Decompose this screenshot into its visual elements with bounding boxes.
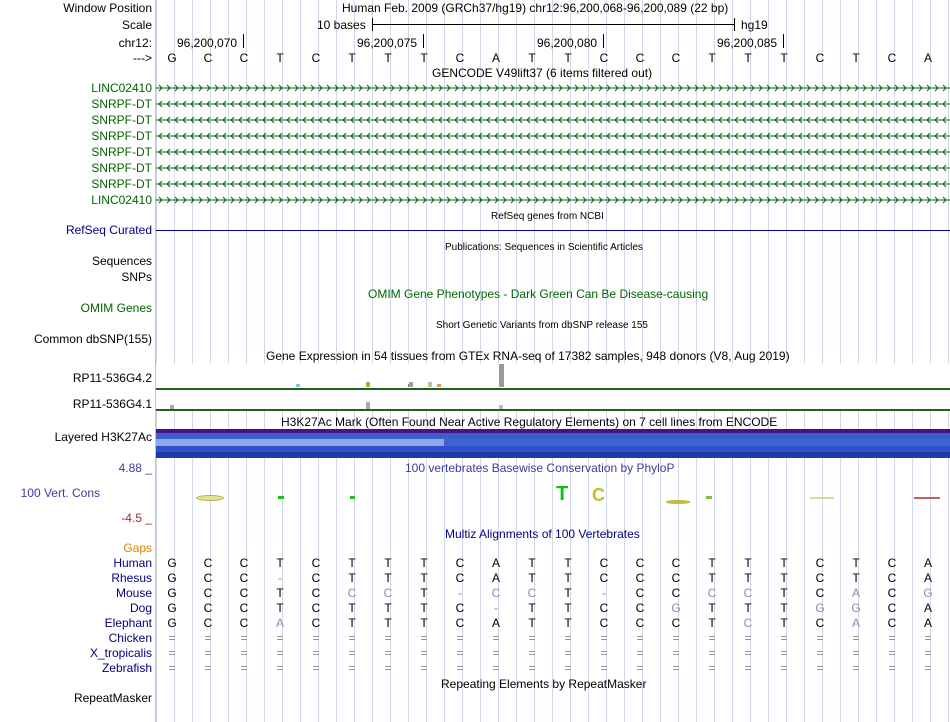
alignment-base: = <box>456 661 464 675</box>
alignment-base: = <box>312 631 320 645</box>
alignment-base: = <box>240 631 248 645</box>
reference-base: G <box>167 51 177 65</box>
publications-snps-label[interactable]: SNPs <box>121 270 152 284</box>
alignment-base: C <box>347 586 357 600</box>
alignment-base: C <box>491 586 501 600</box>
omim-track-title: OMIM Gene Phenotypes - Dark Green Can Be Disease-causing <box>368 287 709 301</box>
reference-base: T <box>528 51 536 65</box>
scale-bar-left-tick <box>372 18 373 31</box>
alignment-base: = <box>888 646 896 660</box>
alignment-base: = <box>744 646 752 660</box>
alignment-base: C <box>887 556 897 570</box>
alignment-base: = <box>672 646 680 660</box>
alignment-base: = <box>456 646 464 660</box>
alignment-base: = <box>348 661 356 675</box>
alignment-base: C <box>527 586 537 600</box>
alignment-base: = <box>204 646 212 660</box>
alignment-base: A <box>923 571 932 585</box>
alignment-base: = <box>852 631 860 645</box>
gtex-bar <box>366 402 370 409</box>
alignment-base: T <box>780 571 788 585</box>
alignment-base: C <box>887 601 897 615</box>
alignment-base: = <box>708 661 716 675</box>
gencode-gene-feature[interactable] <box>156 99 950 109</box>
alignment-base: C <box>239 601 249 615</box>
assembly-position-text: Human Feb. 2009 (GRCh37/hg19) chr12:96,200,068-96,200,089 (22 bp) <box>342 1 729 15</box>
gencode-gene-label[interactable]: SNRPF-DT <box>91 177 152 191</box>
reference-base: C <box>311 51 321 65</box>
alignment-base: = <box>852 661 860 675</box>
alignment-base: = <box>636 661 644 675</box>
scale-bar <box>372 24 734 25</box>
repeatmasker-track-label[interactable]: RepeatMasker <box>73 691 152 705</box>
phylop-signal[interactable]: T C <box>156 482 950 512</box>
alignment-base: = <box>636 631 644 645</box>
alignment-base: = <box>420 646 428 660</box>
alignment-base: A <box>923 556 932 570</box>
alignment-base: T <box>708 601 716 615</box>
alignment-base: = <box>168 646 176 660</box>
alignment-base: = <box>780 661 788 675</box>
alignment-base: = <box>348 631 356 645</box>
alignment-base: T <box>708 616 716 630</box>
alignment-base: C <box>635 586 645 600</box>
gencode-gene-label[interactable]: SNRPF-DT <box>91 145 152 159</box>
gencode-gene-feature[interactable] <box>156 131 950 141</box>
dbsnp-track-label[interactable]: Common dbSNP(155) <box>33 332 152 346</box>
alignment-base: G <box>167 616 177 630</box>
gtex-bar <box>409 382 413 387</box>
alignment-base: C <box>635 616 645 630</box>
alignment-base: = <box>348 646 356 660</box>
reference-base: T <box>708 51 716 65</box>
alignment-base: T <box>528 601 536 615</box>
alignment-base: = <box>600 661 608 675</box>
gtex-bar <box>428 382 432 387</box>
dbsnp-track-title: Short Genetic Variants from dbSNP release 155 <box>436 320 648 331</box>
alignment-base: T <box>384 556 392 570</box>
alignment-base: = <box>816 631 824 645</box>
alignment-base: = <box>636 646 644 660</box>
alignment-base: C <box>635 556 645 570</box>
reference-base: C <box>887 51 897 65</box>
alignment-base: T <box>708 571 716 585</box>
alignment-base: T <box>384 616 392 630</box>
alignment-base: = <box>528 631 536 645</box>
alignment-base: T <box>528 556 536 570</box>
alignment-base: = <box>492 661 500 675</box>
ruler-position-label: 96,200,070 <box>177 36 238 50</box>
omim-track-label[interactable]: OMIM Genes <box>80 301 152 315</box>
alignment-base: A <box>923 601 932 615</box>
ruler-tick <box>423 34 424 48</box>
alignment-base: - <box>278 571 282 585</box>
phylop-max-label: 4.88 _ <box>118 461 152 475</box>
alignment-base: = <box>888 631 896 645</box>
alignment-base: C <box>455 571 465 585</box>
alignment-base: G <box>671 601 681 615</box>
gtex-row-2[interactable] <box>156 390 950 410</box>
alignment-base: T <box>780 556 788 570</box>
alignment-base: C <box>239 571 249 585</box>
alignment-base: C <box>743 616 753 630</box>
alignment-base: C <box>311 616 321 630</box>
alignment-base: C <box>311 586 321 600</box>
gencode-gene-feature[interactable] <box>156 195 950 205</box>
reference-base: A <box>491 51 500 65</box>
alignment-base: A <box>491 616 500 630</box>
alignment-base: = <box>852 646 860 660</box>
multiz-species-label[interactable]: Mouse <box>115 586 152 600</box>
ruler-tick <box>243 34 244 48</box>
alignment-base: = <box>888 661 896 675</box>
phylop-track-title: 100 vertebrates Basewise Conservation by PhyloP <box>405 461 675 475</box>
reference-base: T <box>780 51 788 65</box>
alignment-base: - <box>602 586 606 600</box>
alignment-base: = <box>780 631 788 645</box>
refseq-track-title: RefSeq genes from NCBI <box>491 211 604 222</box>
alignment-base: C <box>311 601 321 615</box>
alignment-base: C <box>455 556 465 570</box>
alignment-base: C <box>203 571 213 585</box>
multiz-species-label[interactable]: Human <box>113 556 152 570</box>
alignment-base: = <box>204 631 212 645</box>
alignment-base: G <box>923 586 933 600</box>
alignment-base: C <box>671 616 681 630</box>
alignment-base: T <box>528 616 536 630</box>
alignment-base: C <box>599 556 609 570</box>
ruler-tick <box>603 34 604 48</box>
alignment-base: T <box>744 601 752 615</box>
gencode-gene-label[interactable]: SNRPF-DT <box>91 129 152 143</box>
publications-sequences-label[interactable]: Sequences <box>91 254 152 268</box>
alignment-base: C <box>599 601 609 615</box>
ruler-position-label: 96,200,080 <box>537 36 598 50</box>
alignment-base: = <box>744 631 752 645</box>
h3k27ac-signal[interactable] <box>156 429 950 458</box>
alignment-base: = <box>168 661 176 675</box>
scale-bar-right-tick <box>734 18 735 31</box>
alignment-base: T <box>564 556 572 570</box>
alignment-base: C <box>671 571 681 585</box>
gencode-gene-feature[interactable] <box>156 83 950 93</box>
multiz-species-label[interactable]: Elephant <box>104 616 152 630</box>
alignment-base: C <box>887 586 897 600</box>
scale-bases-text: 10 bases <box>317 18 366 32</box>
alignment-base: C <box>239 616 249 630</box>
gtex-baseline-2 <box>156 409 950 411</box>
alignment-base: = <box>780 646 788 660</box>
h3k27ac-track-label[interactable]: Layered H3K27Ac <box>54 430 152 444</box>
alignment-base: C <box>599 616 609 630</box>
alignment-base: = <box>492 646 500 660</box>
alignment-base: T <box>420 601 428 615</box>
alignment-base: C <box>743 586 753 600</box>
alignment-base: C <box>239 556 249 570</box>
alignment-base: C <box>383 586 393 600</box>
alignment-base: T <box>744 571 752 585</box>
alignment-base: - <box>494 601 498 615</box>
alignment-base: G <box>167 586 177 600</box>
alignment-base: G <box>167 601 177 615</box>
alignment-base: = <box>816 646 824 660</box>
gencode-gene-label[interactable]: LINC02410 <box>91 81 152 95</box>
alignment-base: T <box>348 556 356 570</box>
alignment-base: = <box>312 646 320 660</box>
alignment-base: T <box>420 616 428 630</box>
alignment-base: T <box>348 571 356 585</box>
reference-base: T <box>564 51 572 65</box>
alignment-base: T <box>276 556 284 570</box>
alignment-base: T <box>780 601 788 615</box>
alignment-base: T <box>852 556 860 570</box>
ruler-position-label: 96,200,085 <box>717 36 778 50</box>
refseq-track-label[interactable]: RefSeq Curated <box>65 223 152 237</box>
alignment-base: = <box>420 661 428 675</box>
alignment-base: = <box>240 646 248 660</box>
repeatmasker-track-title: Repeating Elements by RepeatMasker <box>441 677 647 691</box>
alignment-base: C <box>203 601 213 615</box>
reference-base: A <box>923 51 932 65</box>
alignment-base: C <box>239 586 249 600</box>
alignment-base: = <box>276 631 284 645</box>
alignment-base: C <box>203 586 213 600</box>
alignment-base: = <box>924 631 932 645</box>
alignment-base: T <box>384 601 392 615</box>
gencode-gene-label[interactable]: LINC02410 <box>91 193 152 207</box>
alignment-base: T <box>564 601 572 615</box>
alignment-base: = <box>564 646 572 660</box>
reference-base: T <box>852 51 860 65</box>
alignment-base: T <box>348 601 356 615</box>
alignment-base: C <box>815 586 825 600</box>
window-position-label: Window Position <box>63 1 152 15</box>
alignment-base: C <box>887 571 897 585</box>
alignment-base: = <box>384 661 392 675</box>
multiz-species-label[interactable]: Chicken <box>108 631 152 645</box>
alignment-base: = <box>744 661 752 675</box>
reference-base: C <box>203 51 213 65</box>
alignment-base: C <box>887 616 897 630</box>
publications-track-title: Publications: Sequences in Scientific Articles <box>445 242 643 253</box>
multiz-species-label[interactable]: Dog <box>129 601 152 615</box>
alignment-base: A <box>851 586 860 600</box>
alignment-base: A <box>491 556 500 570</box>
alignment-base: T <box>276 601 284 615</box>
alignment-base: T <box>384 571 392 585</box>
alignment-base: G <box>167 556 177 570</box>
gencode-gene-label[interactable]: SNRPF-DT <box>91 113 152 127</box>
alignment-base: = <box>816 661 824 675</box>
alignment-base: C <box>671 556 681 570</box>
alignment-base: = <box>924 661 932 675</box>
reference-base: C <box>455 51 465 65</box>
alignment-base: T <box>348 616 356 630</box>
alignment-base: C <box>707 586 717 600</box>
gtex-gene-label-1[interactable]: RP11-536G4.2 <box>72 371 152 385</box>
alignment-base: T <box>420 556 428 570</box>
multiz-species-label[interactable]: X_tropicalis <box>89 646 152 660</box>
alignment-base: = <box>528 646 536 660</box>
reference-base: T <box>420 51 428 65</box>
h3k27ac-track-title: H3K27Ac Mark (Often Found Near Active Regulatory Elements) on 7 cell lines from ENCODE <box>281 415 778 429</box>
alignment-base: T <box>780 616 788 630</box>
alignment-base: = <box>384 646 392 660</box>
reference-base: C <box>635 51 645 65</box>
alignment-base: = <box>384 631 392 645</box>
gencode-gene-feature[interactable] <box>156 115 950 125</box>
alignment-base: = <box>456 631 464 645</box>
alignment-base: C <box>815 571 825 585</box>
reference-base: C <box>239 51 249 65</box>
reference-base: T <box>276 51 284 65</box>
gencode-gene-feature[interactable] <box>156 147 950 157</box>
gtex-row-1[interactable] <box>156 364 950 388</box>
alignment-base: T <box>744 556 752 570</box>
alignment-base: = <box>312 661 320 675</box>
reference-base: T <box>744 51 752 65</box>
alignment-base: = <box>528 661 536 675</box>
alignment-base: = <box>672 661 680 675</box>
alignment-base: T <box>780 586 788 600</box>
alignment-base: = <box>564 631 572 645</box>
alignment-base: C <box>815 556 825 570</box>
alignment-base: = <box>240 661 248 675</box>
alignment-base: C <box>203 556 213 570</box>
alignment-base: = <box>420 631 428 645</box>
multiz-species-label[interactable]: Zebrafish <box>101 661 152 675</box>
reference-base: C <box>815 51 825 65</box>
alignment-base: T <box>564 571 572 585</box>
reference-base: C <box>671 51 681 65</box>
alignment-base: A <box>851 616 860 630</box>
alignment-base: T <box>564 586 572 600</box>
multiz-track-title: Multiz Alignments of 100 Vertebrates <box>445 527 640 541</box>
scale-db-text: hg19 <box>741 18 768 32</box>
alignment-base: C <box>455 616 465 630</box>
gencode-gene-label[interactable]: SNRPF-DT <box>91 97 152 111</box>
ruler-position-label: 96,200,075 <box>357 36 418 50</box>
alignment-base: = <box>492 631 500 645</box>
alignment-base: T <box>420 586 428 600</box>
alignment-base: C <box>203 616 213 630</box>
alignment-base: = <box>276 646 284 660</box>
alignment-base: C <box>635 571 645 585</box>
alignment-base: G <box>815 601 825 615</box>
alignment-base: = <box>600 646 608 660</box>
alignment-base: A <box>275 616 284 630</box>
alignment-base: G <box>167 571 177 585</box>
alignment-base: T <box>852 571 860 585</box>
alignment-base: A <box>923 616 932 630</box>
alignment-base: C <box>635 601 645 615</box>
alignment-base: = <box>204 661 212 675</box>
alignment-base: = <box>924 646 932 660</box>
alignment-base: - <box>458 586 462 600</box>
alignment-base: T <box>564 616 572 630</box>
alignment-base: T <box>420 571 428 585</box>
alignment-base: C <box>599 571 609 585</box>
reference-base: T <box>348 51 356 65</box>
phylop-min-label: -4.5 _ <box>121 511 152 525</box>
strand-arrow-label: ---> <box>133 51 152 65</box>
multiz-species-label[interactable]: Rhesus <box>111 571 152 585</box>
alignment-base: = <box>672 631 680 645</box>
alignment-base: = <box>564 661 572 675</box>
alignment-base: = <box>708 631 716 645</box>
alignment-base: C <box>311 571 321 585</box>
phylop-track-label[interactable]: 100 Vert. Cons <box>20 486 100 500</box>
alignment-base: = <box>168 631 176 645</box>
gencode-gene-feature[interactable] <box>156 179 950 189</box>
alignment-base: = <box>600 631 608 645</box>
gtex-track-title: Gene Expression in 54 tissues from GTEx RNA-seq of 17382 samples, 948 donors (V8, Aug 2019) <box>266 349 790 363</box>
scale-label: Scale <box>121 18 152 32</box>
alignment-base: T <box>708 556 716 570</box>
alignment-base: = <box>708 646 716 660</box>
alignment-base: C <box>311 556 321 570</box>
gencode-gene-feature[interactable] <box>156 163 950 173</box>
reference-base: T <box>384 51 392 65</box>
gtex-bar <box>296 384 300 387</box>
alignment-base: A <box>491 571 500 585</box>
gtex-bar <box>437 384 441 387</box>
alignment-base: C <box>455 601 465 615</box>
chrom-label: chr12: <box>118 36 152 50</box>
alignment-base: C <box>671 586 681 600</box>
alignment-base: T <box>276 586 284 600</box>
alignment-base: C <box>815 616 825 630</box>
reference-base: C <box>599 51 609 65</box>
gtex-bar <box>366 382 370 387</box>
gencode-track-title: GENCODE V49lift37 (6 items filtered out) <box>432 66 653 80</box>
gencode-gene-label[interactable]: SNRPF-DT <box>91 161 152 175</box>
gtex-bar <box>499 364 504 387</box>
alignment-base: T <box>528 571 536 585</box>
multiz-gaps-label: Gaps <box>123 541 152 555</box>
alignment-base: = <box>276 661 284 675</box>
ruler-tick <box>783 34 784 48</box>
gtex-gene-label-2[interactable]: RP11-536G4.1 <box>72 397 152 411</box>
refseq-gene-line[interactable] <box>156 230 950 231</box>
alignment-base: G <box>851 601 861 615</box>
